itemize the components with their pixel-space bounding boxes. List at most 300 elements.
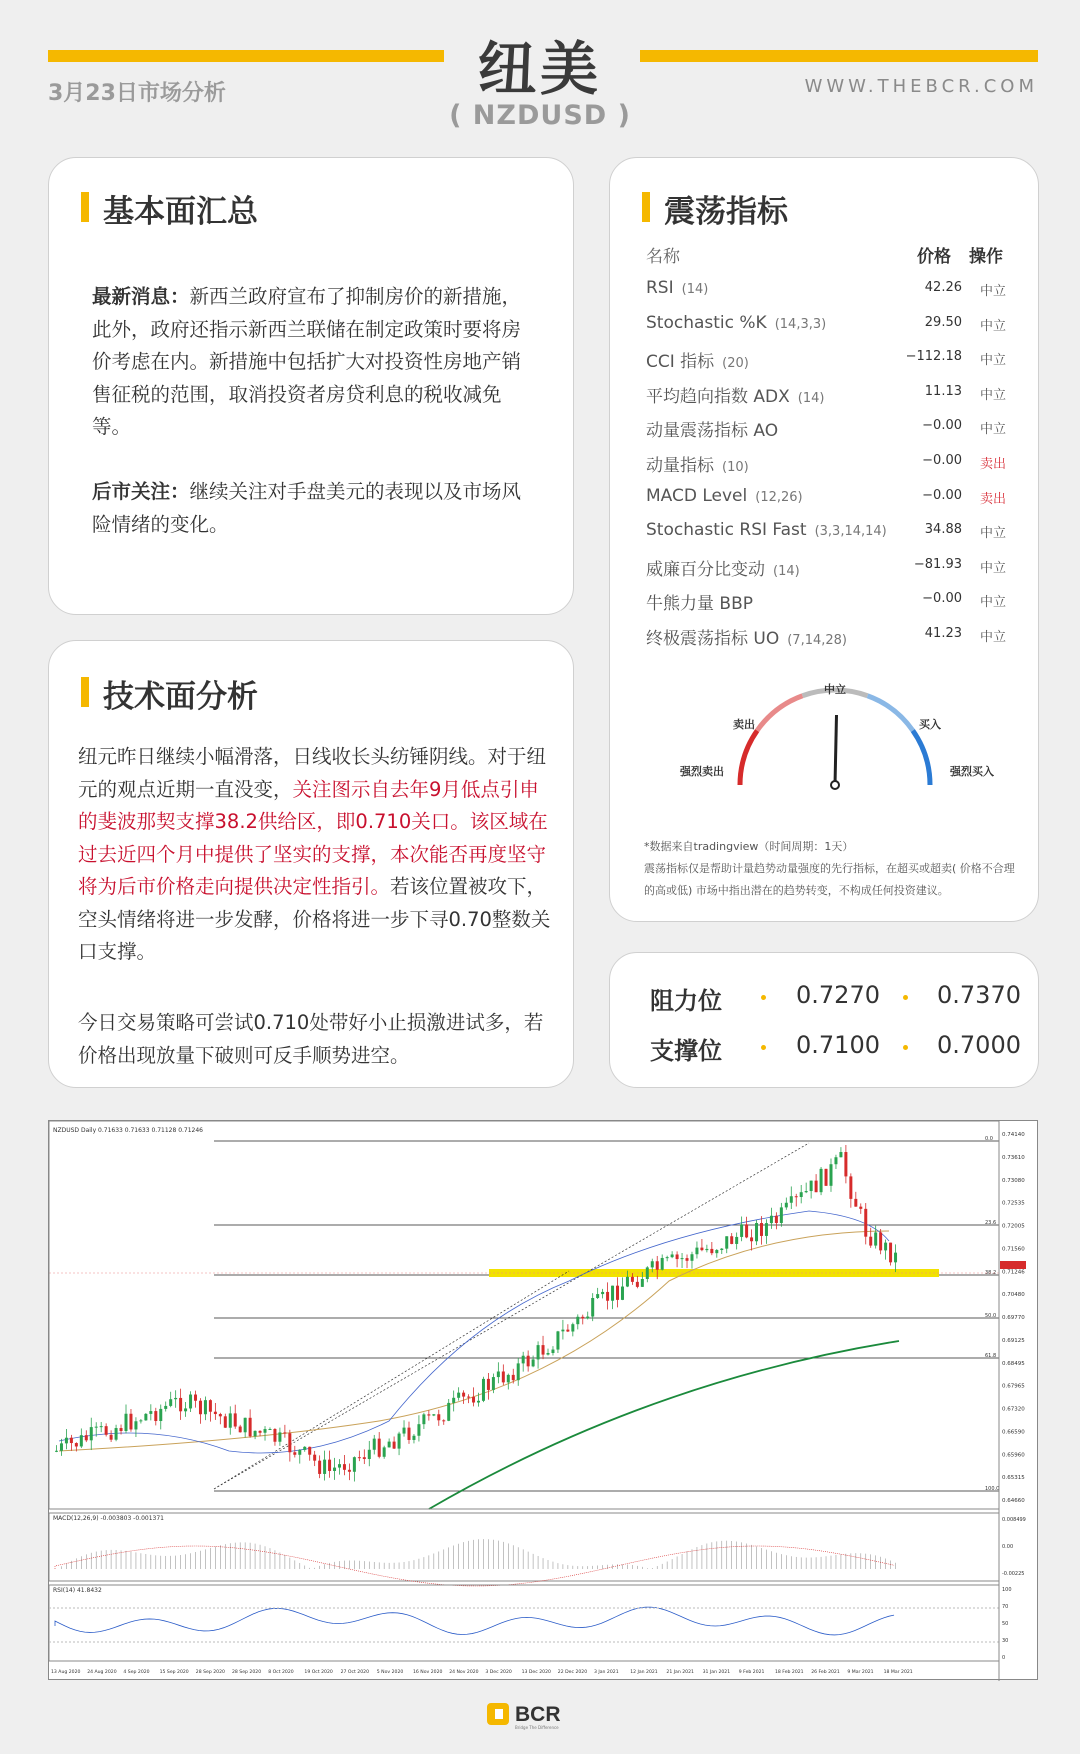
candle-body — [268, 1429, 271, 1430]
gauge-label-neutral: 中立 — [824, 683, 846, 696]
chart-header-text: NZDUSD Daily 0.71633 0.71633 0.71128 0.71246 — [53, 1127, 204, 1134]
candle-body — [740, 1224, 743, 1237]
candle-body — [894, 1253, 897, 1263]
gauge-label-sell: 卖出 — [733, 718, 755, 731]
gauge-needle — [835, 715, 836, 785]
candle-body — [820, 1169, 823, 1192]
candle-body — [447, 1403, 450, 1421]
gauge-arc-segment — [740, 731, 757, 785]
ma200-line — [429, 1341, 899, 1509]
oscillator-row — [646, 520, 1006, 554]
oscillator-param: (7,14,28) — [787, 633, 847, 648]
price-tick-label: 0.74140 — [1002, 1132, 1025, 1138]
candle-body — [308, 1447, 311, 1455]
date-tick-label: 16 Nov 2020 — [413, 1670, 443, 1675]
technical-paragraph-1 — [78, 741, 556, 969]
fib-level-label: 23.6 — [985, 1220, 997, 1226]
candle-body — [462, 1393, 465, 1397]
gauge-label-buy: 买入 — [919, 718, 941, 731]
oscillator-value: −0.00 — [922, 418, 962, 434]
price-tick-label: 0.65960 — [1002, 1452, 1025, 1459]
date-tick-label: 18 Mar 2021 — [883, 1670, 913, 1675]
candle-body — [442, 1420, 445, 1421]
bullet-dot — [761, 1045, 766, 1050]
oscillator-value: 34.88 — [924, 522, 962, 538]
candle-body — [551, 1350, 554, 1353]
candle-body — [358, 1457, 361, 1458]
candle-body — [184, 1408, 187, 1411]
candle-body — [556, 1331, 559, 1349]
oscillator-action: 中立 — [979, 422, 1006, 438]
candle-body — [432, 1414, 435, 1415]
date-tick-label: 9 Mar 2021 — [847, 1670, 874, 1675]
candle-body — [373, 1439, 376, 1450]
date-tick-label: 28 Sep 2020 — [232, 1670, 262, 1675]
date-tick-label: 24 Nov 2020 — [449, 1670, 479, 1675]
candle-body — [676, 1254, 679, 1259]
candle-body — [90, 1427, 93, 1440]
candle-body — [884, 1243, 887, 1251]
candle-body — [616, 1286, 619, 1300]
rsi-line — [55, 1607, 894, 1635]
candle-body — [234, 1413, 237, 1426]
candle-body — [879, 1232, 882, 1250]
oscillator-label: 威廉百分比变动 — [646, 559, 765, 580]
candle-body — [144, 1414, 147, 1420]
oscillator-param: (3,3,14,14) — [814, 524, 887, 540]
oscillator-action: 中立 — [979, 595, 1006, 611]
candle-body — [815, 1181, 818, 1193]
candle-body — [60, 1443, 63, 1450]
oscillator-param: (20) — [722, 356, 749, 372]
candle-body — [626, 1277, 629, 1287]
candle-body — [398, 1434, 401, 1449]
macd-tick-label: 0.008499 — [1002, 1517, 1026, 1523]
candle-body — [333, 1468, 336, 1471]
candle-body — [303, 1447, 306, 1450]
candle-body — [452, 1398, 455, 1403]
outlook-label: 后市关注： — [92, 480, 190, 503]
outlook-paragraph — [92, 476, 540, 541]
date-tick-label: 13 Dec 2020 — [521, 1670, 551, 1675]
rsi-tick-label: 70 — [1002, 1604, 1009, 1610]
candle-body — [224, 1416, 227, 1427]
oscillator-row — [646, 486, 1006, 520]
oscillator-action: 卖出 — [979, 491, 1006, 507]
candle-body — [378, 1439, 381, 1457]
date-tick-label: 22 Dec 2020 — [557, 1670, 588, 1675]
oscillator-label: RSI — [646, 278, 674, 298]
date-tick-label: 4 Sep 2020 — [123, 1670, 150, 1675]
oscillator-name — [646, 278, 708, 298]
oscillator-label: 平均趋向指数 ADX — [646, 386, 790, 407]
gauge-pivot — [831, 781, 839, 789]
candle-body — [715, 1250, 718, 1253]
macd-header-text: MACD(12,26,9) -0.003803 -0.001371 — [53, 1515, 164, 1522]
candle-body — [591, 1298, 594, 1317]
candle-body — [775, 1216, 778, 1223]
candle-body — [174, 1398, 177, 1399]
candle-body — [254, 1431, 257, 1436]
oscillator-value: −0.00 — [922, 453, 962, 468]
oscillator-value: −0.00 — [922, 591, 962, 607]
bullet-dot — [903, 995, 908, 1000]
candle-body — [800, 1192, 803, 1197]
candle-body — [259, 1431, 262, 1433]
oscillator-action: 中立 — [979, 284, 1006, 299]
price-tick-label: 0.69125 — [1002, 1337, 1025, 1344]
candle-body — [298, 1450, 301, 1455]
date-tick-label: 3 Jan 2021 — [594, 1670, 619, 1675]
candle-body — [859, 1207, 862, 1209]
candle-body — [631, 1277, 634, 1282]
candle-body — [566, 1330, 569, 1332]
col-action-header: 操作 — [969, 247, 1003, 267]
candle-body — [388, 1442, 391, 1448]
candle-body — [134, 1421, 137, 1429]
rsi-tick-label: 100 — [1002, 1587, 1012, 1593]
candle-body — [537, 1345, 540, 1359]
gauge-arc-segment — [757, 696, 802, 731]
candle-body — [517, 1363, 520, 1380]
rsi-frame — [49, 1585, 999, 1661]
price-tick-label: 0.72535 — [1002, 1200, 1025, 1207]
oscillator-name — [646, 589, 753, 614]
candle-body — [502, 1372, 505, 1383]
date-tick-label: 31 Jan 2021 — [702, 1670, 731, 1675]
price-tick-label: 0.68495 — [1002, 1360, 1025, 1367]
date-tick-label: 8 Oct 2020 — [268, 1670, 294, 1675]
macd-frame — [49, 1513, 999, 1581]
candle-body — [65, 1438, 68, 1444]
date-axis — [51, 1669, 913, 1675]
candle-body — [497, 1372, 500, 1378]
candle-body — [393, 1442, 396, 1449]
ma20-line — [59, 1211, 889, 1453]
rsi-tick-label: 0 — [1002, 1655, 1006, 1661]
technical-text-a: 纽元昨日继续小幅滑落，日线收长头纺锤阴线。对于纽元的观点近期一直没变， — [78, 745, 547, 801]
price-axis — [1000, 1132, 1026, 1504]
candle-body — [85, 1435, 88, 1440]
candle-body — [571, 1324, 574, 1331]
price-tick-label: 0.69770 — [1002, 1315, 1025, 1321]
price-tick-label: 0.71246 — [1002, 1269, 1025, 1276]
fib-level-label: 0.0 — [985, 1136, 993, 1142]
news-text: 新西兰政府宣布了抑制房价的新措施，此外，政府还指示新西兰联储在制定政策时要将房价考虑在内。新措施中包括扩大对投资性房地产销售征税的范围，取消投资者房贷利息的税收减免等。 — [92, 285, 522, 438]
oscillator-name — [646, 416, 778, 441]
price-tick-label: 0.70480 — [1002, 1292, 1025, 1299]
candle-body — [407, 1428, 410, 1440]
gauge-arc-segment — [867, 696, 912, 731]
candle-body — [348, 1470, 351, 1472]
sentiment-gauge — [610, 668, 1040, 818]
oscillator-action: 中立 — [979, 526, 1006, 542]
date-tick-label: 12 Jan 2021 — [630, 1670, 658, 1675]
resistance-2: 0.7370 — [937, 981, 1021, 1009]
technical-title: 技术面分析 — [81, 671, 258, 716]
oscillator-label: 动量震荡指标 AO — [646, 421, 779, 442]
current-price-tag — [1000, 1261, 1026, 1269]
oscillator-row — [646, 555, 1006, 589]
chart-svg — [49, 1121, 1039, 1681]
gauge-arc-segment — [913, 731, 930, 785]
candle-body — [805, 1191, 808, 1192]
price-chart — [48, 1120, 1038, 1680]
oscillator-name — [646, 624, 847, 649]
oscillator-row — [646, 624, 1006, 658]
candle-body — [328, 1460, 331, 1471]
candle-body — [353, 1457, 356, 1472]
candle-body — [338, 1464, 341, 1467]
technical-paragraph-2: 今日交易策略可尝试0.710处带好小止损激进试多，若价格出现放量下破则可反手顺势进空。 — [78, 1011, 544, 1067]
candle-body — [323, 1460, 326, 1474]
candle-body — [695, 1248, 698, 1255]
date-tick-label: 24 Aug 2020 — [87, 1670, 117, 1675]
candle-body — [204, 1400, 207, 1414]
support-label: 支撑位 — [650, 1037, 722, 1065]
candle-body — [403, 1428, 406, 1434]
candle-body — [780, 1207, 783, 1223]
candle-body — [646, 1267, 649, 1279]
candle-body — [368, 1450, 371, 1459]
support-2: 0.7000 — [937, 1031, 1021, 1059]
technical-text-b: 若该位置被攻下，空头情绪将进一步发酵，价格将进一步下寻0.70整数关口支撑。 — [78, 875, 551, 963]
oscillator-label: 动量指标 — [646, 456, 714, 476]
oscillator-action: 中立 — [979, 560, 1006, 576]
price-tick-label: 0.73080 — [1002, 1177, 1025, 1184]
candle-body — [244, 1418, 247, 1432]
price-tick-label: 0.66590 — [1002, 1429, 1025, 1436]
candle-body — [710, 1249, 713, 1253]
date-tick-label: 15 Sep 2020 — [159, 1670, 189, 1675]
fib-level-label: 38.2 — [985, 1270, 997, 1276]
resistance-label: 阻力位 — [650, 987, 722, 1015]
candle-body — [120, 1428, 123, 1431]
candle-body — [482, 1379, 485, 1401]
candle-body — [849, 1176, 852, 1198]
candle-body — [343, 1464, 346, 1470]
oscillator-name — [646, 555, 800, 580]
price-tick-label: 0.67320 — [1002, 1406, 1025, 1413]
date-tick-label: 27 Oct 2020 — [340, 1670, 370, 1675]
site-url[interactable]: WWW.THEBCR.COM — [804, 76, 1038, 97]
candle-body — [417, 1424, 420, 1436]
candle-body — [318, 1461, 321, 1474]
support-1: 0.7100 — [796, 1031, 880, 1059]
fibonacci-lines — [49, 1136, 999, 1509]
gauge-label-strong-sell: 强烈卖出 — [680, 765, 724, 778]
candle-body — [70, 1438, 73, 1443]
candle-body — [834, 1157, 837, 1164]
candle-body — [80, 1435, 83, 1446]
candle-body — [795, 1196, 798, 1197]
candle-body — [547, 1353, 550, 1355]
candle-body — [656, 1261, 659, 1269]
oscillator-name — [646, 451, 749, 476]
gauge-label-strong-buy: 强烈买入 — [950, 765, 994, 778]
candle-body — [765, 1223, 768, 1236]
candle-body — [735, 1237, 738, 1244]
fundamentals-card — [48, 157, 574, 615]
candle-body — [690, 1254, 693, 1261]
candle-body — [477, 1401, 480, 1403]
candle-body — [159, 1409, 162, 1421]
oscillator-action: 中立 — [979, 387, 1006, 403]
candle-body — [790, 1196, 793, 1203]
oscillator-action: 卖出 — [979, 457, 1006, 472]
candle-body — [313, 1455, 316, 1461]
bcr-logo — [485, 1700, 595, 1730]
candle-body — [810, 1181, 813, 1191]
oscillator-label: Stochastic %K — [646, 312, 767, 333]
candle-body — [542, 1345, 545, 1354]
candle-body — [125, 1414, 128, 1431]
candle-body — [681, 1258, 684, 1259]
logo-text: BCR — [515, 1703, 561, 1726]
oscillator-label: Stochastic RSI Fast — [646, 520, 807, 541]
date-tick-label: 9 Feb 2021 — [738, 1670, 765, 1675]
candle-body — [686, 1258, 689, 1261]
technical-card — [48, 640, 574, 1088]
outlook-text: 继续关注对手盘美元的表现以及市场风险情绪的变化。 — [92, 480, 522, 536]
macd-pane — [49, 1513, 1026, 1586]
candle-body — [199, 1401, 202, 1414]
news-paragraph — [92, 281, 540, 444]
report-date: 3月23日市场分析 — [48, 81, 226, 106]
candle-body — [194, 1395, 197, 1401]
oscillator-label: 终极震荡指标 UO — [646, 629, 780, 649]
candle-body — [522, 1356, 525, 1364]
candle-body — [100, 1426, 103, 1427]
date-tick-label: 3 Dec 2020 — [485, 1670, 512, 1675]
oscillator-label: 牛熊力量 BBP — [646, 594, 753, 615]
candle-body — [288, 1433, 291, 1452]
candle-body — [596, 1294, 599, 1298]
candle-body — [611, 1286, 614, 1301]
candle-body — [189, 1395, 192, 1409]
price-tick-label: 0.72005 — [1002, 1223, 1025, 1230]
rsi-header-text: RSI(14) 41.8432 — [53, 1587, 102, 1594]
oscillator-name — [646, 347, 749, 372]
oscillator-param: (14) — [797, 390, 825, 406]
oscillator-row — [646, 313, 1006, 347]
candle-body — [75, 1443, 78, 1446]
candle-body — [606, 1292, 609, 1301]
oscillator-name — [646, 486, 803, 506]
footer-logo — [0, 1700, 1080, 1734]
oscillator-action: 中立 — [979, 630, 1006, 645]
oscillator-value: 42.26 — [924, 280, 962, 295]
candle-body — [666, 1257, 669, 1258]
candle-body — [527, 1356, 530, 1367]
oscillator-value: 29.50 — [924, 314, 962, 330]
candle-body — [869, 1237, 872, 1246]
ma50-line — [59, 1231, 889, 1451]
oscillator-value: 11.13 — [924, 383, 962, 399]
candle-body — [621, 1287, 624, 1300]
fib-level-label: 100.0 — [985, 1486, 1000, 1492]
fib-level-label: 61.8 — [985, 1353, 997, 1359]
oscillator-name — [646, 520, 887, 540]
levels-card — [609, 952, 1039, 1088]
trend-line — [214, 1143, 809, 1489]
candle-body — [105, 1426, 108, 1435]
candle-body — [264, 1429, 267, 1433]
date-tick-label: 5 Nov 2020 — [376, 1670, 404, 1675]
candle-body — [581, 1317, 584, 1319]
page-title: 纽美 — [477, 35, 602, 103]
price-tick-label: 0.64660 — [1002, 1498, 1025, 1504]
rsi-pane — [49, 1585, 1012, 1661]
candle-body — [472, 1397, 475, 1403]
candle-body — [874, 1232, 877, 1245]
technical-highlight: 关注图示自去年9月低点引申的斐波那契支撑38.2供给区，即0.710关口。该区域在过去近四个月中提供了坚实的支撑，本次能否再度坚守将为后市价格走向提供决定性指引。 — [78, 777, 548, 898]
price-tick-label: 0.71560 — [1002, 1246, 1025, 1253]
date-tick-label: 13 Aug 2020 — [51, 1670, 81, 1675]
candle-body — [825, 1169, 828, 1186]
oscillator-row — [646, 347, 1006, 381]
page-subtitle: ( NZDUSD ) — [449, 100, 631, 131]
candle-body — [293, 1452, 296, 1455]
candle-body — [139, 1420, 142, 1421]
candle-body — [636, 1282, 639, 1287]
oscillator-name — [646, 382, 824, 407]
macd-tick-label: 0.00 — [1002, 1544, 1014, 1550]
candle-body — [427, 1414, 430, 1415]
candle-body — [363, 1457, 366, 1459]
oscillator-action: 中立 — [979, 318, 1006, 334]
candle-body — [854, 1199, 857, 1207]
oscillator-value: −112.18 — [905, 349, 962, 365]
col-price-header: 价格 — [917, 247, 951, 267]
rsi-tick-label: 50 — [1002, 1621, 1009, 1627]
candle-body — [283, 1432, 286, 1433]
candle-body — [839, 1152, 842, 1157]
candle-body — [229, 1413, 232, 1427]
candlesticks — [55, 1145, 897, 1482]
oscillators-card — [609, 157, 1039, 922]
candle-body — [129, 1414, 132, 1430]
candle-body — [586, 1317, 589, 1319]
oscillator-row — [646, 451, 1006, 485]
candle-body — [700, 1248, 703, 1251]
price-tick-label: 0.65315 — [1002, 1475, 1025, 1482]
candle-body — [457, 1393, 460, 1398]
data-source-note: *数据来自tradingview（时间周期：1天） — [644, 840, 854, 853]
candle-body — [844, 1152, 847, 1176]
resistance-1: 0.7270 — [796, 981, 880, 1009]
oscillator-value: −0.00 — [922, 487, 962, 503]
rsi-tick-label: 30 — [1002, 1638, 1009, 1644]
candle-body — [412, 1436, 415, 1440]
date-tick-label: 19 Oct 2020 — [304, 1670, 333, 1675]
oscillator-value: 41.23 — [924, 626, 962, 641]
oscillator-row — [646, 382, 1006, 416]
candle-body — [770, 1216, 773, 1223]
candle-body — [561, 1330, 564, 1332]
candle-body — [169, 1399, 172, 1406]
candle-body — [829, 1164, 832, 1186]
candle-body — [512, 1375, 515, 1380]
oscillator-param: (12,26) — [755, 489, 803, 505]
candle-body — [95, 1427, 98, 1428]
disclaimer-note: 震荡指标仅是帮助计量趋势动量强度的先行指标，在超买或超卖( 价格不合理的高或低) 市场中指出潜在的趋势转变，不构成任何投资建议。 — [644, 862, 1015, 897]
candle-body — [601, 1292, 604, 1294]
candle-body — [219, 1414, 222, 1416]
date-tick-label: 18 Feb 2021 — [775, 1670, 804, 1675]
oscillator-param: (10) — [722, 460, 749, 475]
oscillator-param: (14,3,3) — [774, 316, 827, 332]
